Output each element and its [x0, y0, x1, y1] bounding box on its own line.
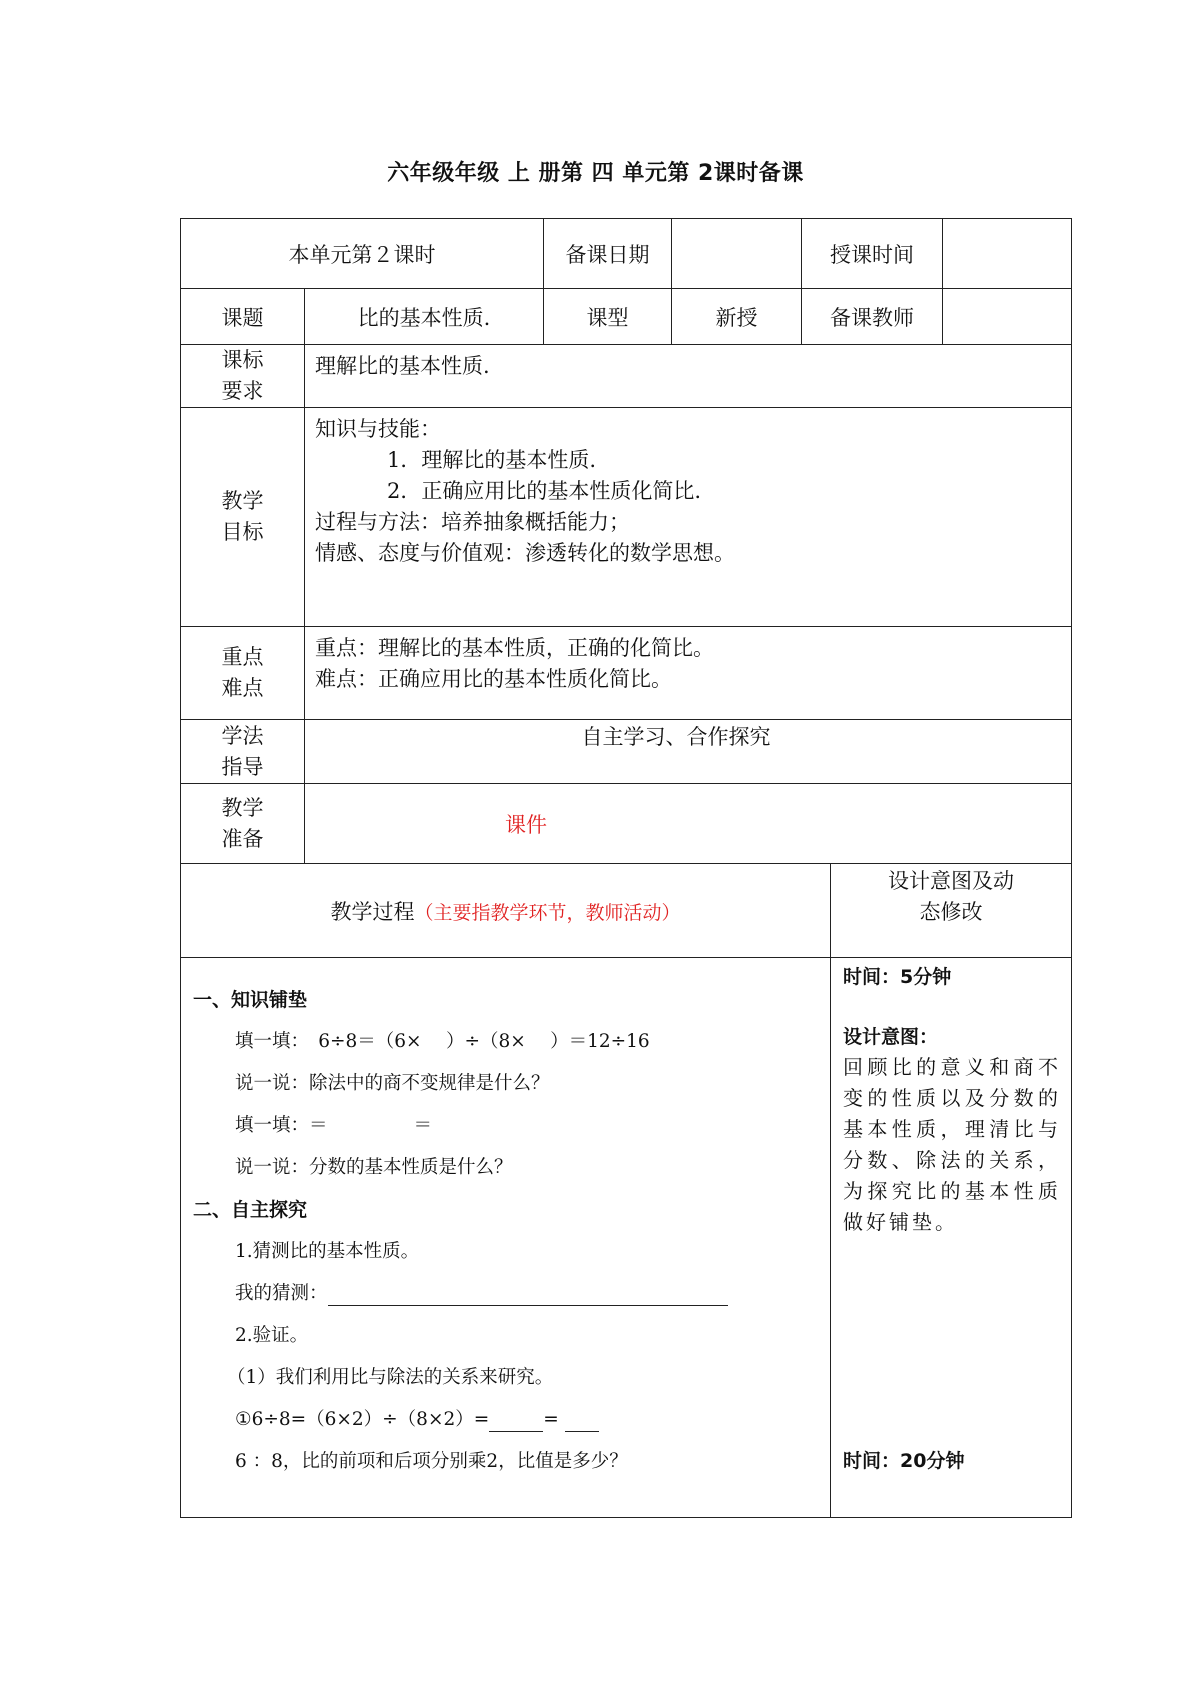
method-cell [305, 720, 1072, 784]
method-label-line1: 学法 [221, 723, 264, 748]
type-value-text: 新授 [715, 305, 758, 330]
objectives-line: 情感、态度与价值观：渗透转化的数学思想。 [315, 541, 735, 565]
teach-time-label-text: 授课时间 [830, 242, 914, 267]
type-label-text: 课型 [586, 305, 629, 330]
preparation-label-line2: 准备 [221, 826, 264, 851]
objectives-line: 过程与方法：培养抽象概括能力； [315, 510, 630, 534]
focus-text: 重点：理解比的基本性质，正确的化简比。 [315, 636, 714, 660]
teach-time-label [802, 219, 943, 289]
method-label [181, 720, 305, 784]
section-heading-2: 二、自主探究 [193, 1199, 308, 1221]
objectives-line: 1．理解比的基本性质. [387, 448, 597, 472]
topic-label [181, 289, 305, 345]
prep-date-label-text: 备课日期 [565, 242, 650, 267]
design-header-line1: 设计意图及动 [888, 869, 1014, 893]
standard-label [181, 345, 305, 408]
standard-label-line2: 要求 [221, 379, 264, 403]
keypoints-label-line2: 难点 [221, 676, 264, 700]
teacher-value[interactable] [943, 289, 1072, 345]
design-intent-text: 回顾比的意义和商不变的性质以及分数的基本性质，理清比与分数、除法的关系，为探究比的基本性质做好铺垫。 [843, 1055, 1061, 1234]
prep-date-label [544, 219, 672, 289]
preparation-label-line1: 教学 [221, 795, 264, 820]
standard-label-line1: 课标 [221, 348, 264, 372]
method-value: 自主学习、合作探究 [581, 725, 771, 749]
objectives-line: 2．正确应用比的基本性质化简比. [387, 479, 702, 503]
objectives-label-line1: 教学 [221, 489, 264, 513]
type-value [672, 289, 802, 345]
teacher-label [802, 289, 943, 345]
standard-value-cell [305, 345, 1072, 408]
preparation-cell [305, 784, 1072, 864]
process-line-part: 填一填：＝ [235, 1115, 328, 1136]
process-line-part: ＝ [413, 1115, 433, 1136]
answer-blank[interactable] [565, 1409, 599, 1432]
process-line [181, 1399, 830, 1441]
objectives-line: 知识与技能： [315, 417, 441, 441]
process-line-part: = [543, 1409, 559, 1430]
prep-date-value[interactable] [672, 219, 802, 289]
guess-blank[interactable] [328, 1283, 728, 1306]
unit-lesson-text: 本单元第２课时 [288, 242, 436, 267]
objectives-label-line2: 目标 [221, 520, 264, 544]
topic-value-text: 比的基本性质. [357, 305, 491, 330]
topic-value [305, 289, 544, 345]
preparation-label [181, 784, 305, 864]
time-label-2: 时间：20分钟 [843, 1450, 965, 1472]
teacher-label-text: 备课教师 [830, 305, 914, 330]
process-line: 说一说：除法中的商不变规律是什么？ [235, 1073, 550, 1094]
preparation-value: 课件 [505, 812, 547, 837]
time-label-1: 时间：5分钟 [843, 966, 952, 988]
keypoints-label-line1: 重点 [221, 645, 264, 669]
process-line: （1）我们利用比与除法的关系来研究。 [227, 1367, 554, 1388]
topic-label-text: 课题 [221, 305, 264, 330]
lesson-plan-table [180, 218, 1072, 1518]
design-body [831, 958, 1072, 1518]
process-line [181, 1273, 830, 1315]
objectives-cell [305, 408, 1072, 627]
unit-lesson-cell [181, 219, 544, 289]
process-line-part: 我的猜测： [235, 1283, 328, 1304]
design-header-cell [831, 864, 1072, 958]
process-line: 6 ：8，比的前项和后项分别乘2，比值是多少？ [235, 1451, 628, 1472]
difficulty-text: 难点：正确应用比的基本性质化简比。 [315, 667, 672, 691]
section-heading-1: 一、知识铺垫 [193, 989, 308, 1011]
objectives-label [181, 408, 305, 627]
process-line: 1.猜测比的基本性质。 [235, 1241, 420, 1262]
answer-blank[interactable] [489, 1409, 543, 1432]
type-label [544, 289, 672, 345]
process-line [181, 1105, 830, 1147]
process-body [181, 958, 831, 1518]
design-intent-label: 设计意图： [843, 1026, 939, 1048]
process-line-part: ①6÷8=（6×2）÷（8×2）= [235, 1409, 490, 1430]
design-header-line2: 态修改 [919, 900, 983, 924]
process-line: 说一说：分数的基本性质是什么？ [235, 1157, 513, 1178]
process-header-main: 教学过程 [330, 899, 415, 924]
standard-value: 理解比的基本性质. [315, 354, 490, 378]
process-line: 填一填： 6÷8＝（6× ）÷（8× ）＝12÷16 [235, 1031, 650, 1052]
process-header-cell [181, 864, 831, 958]
keypoints-label [181, 627, 305, 720]
page-title: 六年级年级 上 册第 四 单元第 2课时备课 [387, 161, 804, 186]
keypoints-cell [305, 627, 1072, 720]
process-line: 2.验证。 [235, 1325, 309, 1346]
teach-time-value[interactable] [943, 219, 1072, 289]
process-header-sub: （主要指教学环节，教师活动） [414, 901, 681, 924]
method-label-line2: 指导 [221, 754, 264, 779]
